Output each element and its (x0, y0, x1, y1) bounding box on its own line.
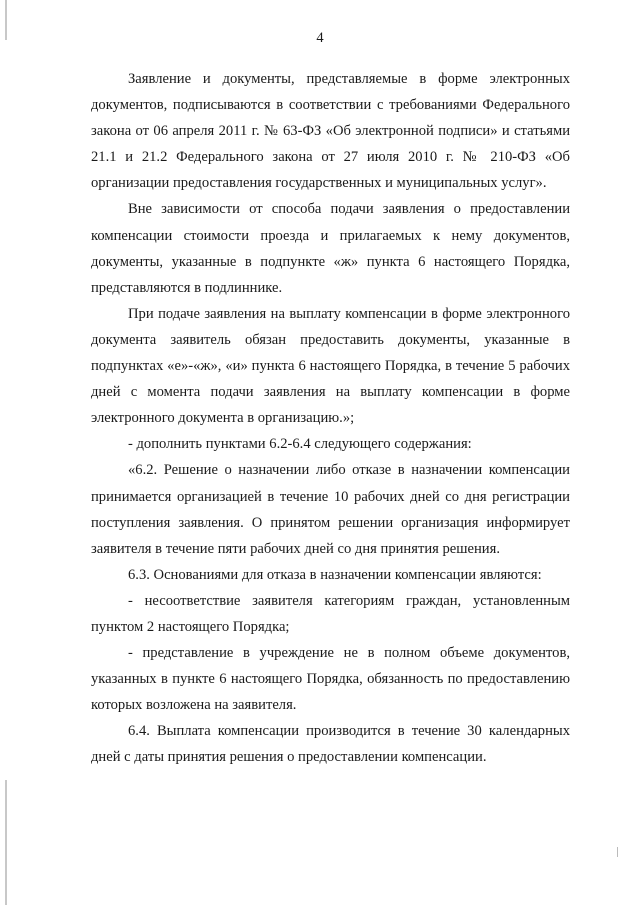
document-body (91, 66, 570, 771)
paragraph-amendment-intro: - дополнить пунктами 6.2-6.4 следующего содержания: (128, 436, 472, 453)
scan-corner-mark (617, 847, 618, 857)
paragraph-electronic-submission: При подаче заявления на выплату компенсации в форме электронного документа заявитель обязан предоставить документы, указанные в подпунктах «е»-«ж», «и» пункта 6 настоящего Порядка, в течение 5 рабочих дней с момента подачи заявления на выплату компенсации в форме электронного документа в организацию.»; (91, 305, 570, 427)
paragraph-refusal-reason-2: - представление в учреждение не в полном объеме документов, указанных в пункте 6 настоящего Порядка, обязанность по предоставлению которых возложена на заявителя. (91, 645, 570, 714)
paragraph-clause-6-4: 6.4. Выплата компенсации производится в течение 30 календарных дней с даты принятия решения о предоставлении компенсации. (91, 723, 570, 766)
paragraph-electronic-signature: Заявление и документы, представляемые в форме электронных документов, подписываются в соответствии с требованиями Федерального закона от 06 апреля 2011 г. № 63-ФЗ «Об электронной подписи» и статьями 21.1 и 21.2 Федерального закона от 27 июля 2010 г. № 210-ФЗ «Об организации предоставления государственных и муниципальных услуг». (91, 71, 570, 192)
page-number: 4 (316, 30, 324, 46)
paragraph-clause-6-2: «6.2. Решение о назначении либо отказе в назначении компенсации принимается организацией в течение 10 рабочих дней со дня регистрации поступления заявления. О принятом решении организация информирует заявителя в течение пяти рабочих дней со дня принятия решения. (91, 462, 570, 557)
paragraph-clause-6-3: 6.3. Основаниями для отказа в назначении компенсации являются: (128, 566, 542, 583)
scan-edge-mark (5, 780, 7, 905)
paragraph-original-documents: Вне зависимости от способа подачи заявления о предоставлении компенсации стоимости проезда и прилагаемых к нему документов, документы, указанные в подпункте «ж» пункта 6 настоящего Порядка, представляются в подлиннике. (91, 201, 570, 296)
paragraph-refusal-reason-1: - несоответствие заявителя категориям граждан, установленным пунктом 2 настоящего Порядка; (91, 592, 570, 635)
